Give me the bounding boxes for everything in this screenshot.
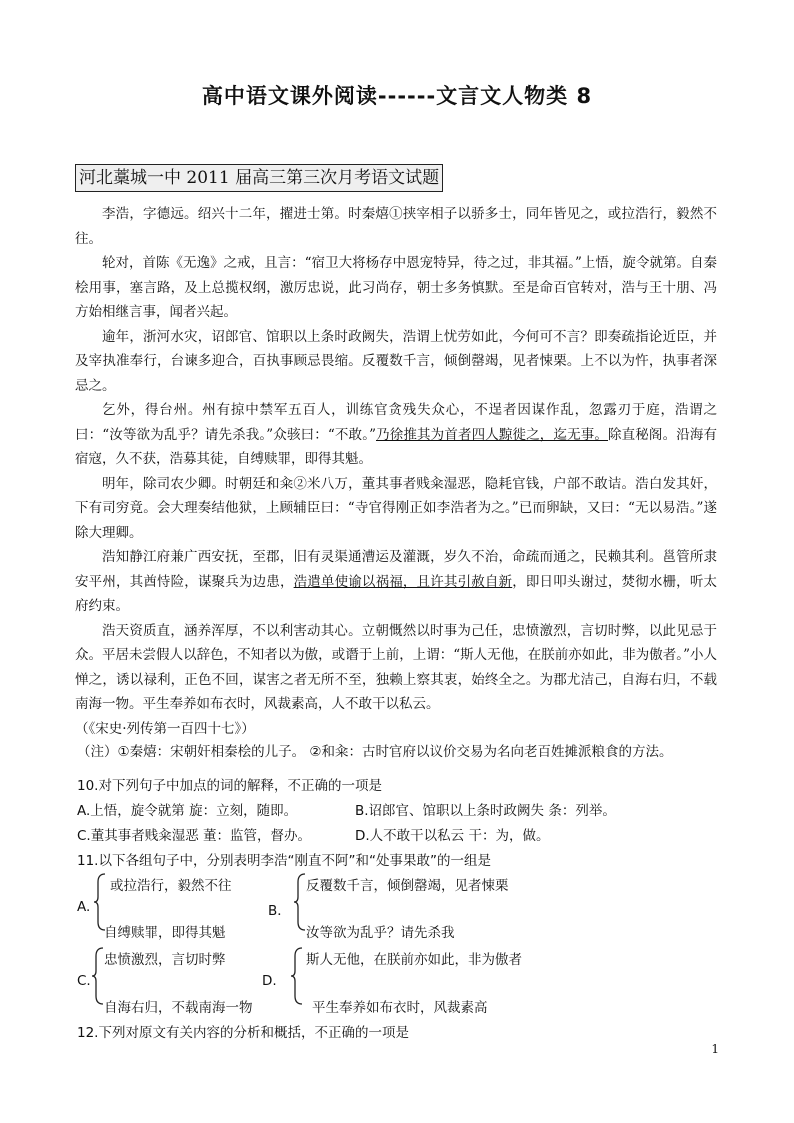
- paragraph-7: 浩天资质直，涵养浑厚，不以利害动其心。立朝慨然以时事为己任，忠愤激烈，言切时弊，以此见忌于众。平居未尝假人以辞色，不知者以为傲，或谮于上前，上谓：“斯人无他，在朕前亦如此，非为傲者。”小人惮之，诱以禄利，正色不回，谋害之者无所不至，独赖上察其衷，始终全之。为郡尤洁己，自海右归，不载南海一物。平生奉养如布衣时，风裁素高，人不敢干以私云。: [75, 622, 717, 712]
- question-10-stem: 10.对下列句子中加点的词的解释，不正确的一项是: [77, 778, 382, 794]
- brace-c: [91, 946, 105, 1006]
- paragraph-6-part-b: ，即日叩头谢过，焚彻水栅，听太府约束。: [75, 573, 718, 614]
- question-11-d-line-2: 平生奉养如布衣时，风裁素高: [312, 1000, 488, 1016]
- paragraph-3: 逾年，浙河水灾，诏郎官、馆职以上条时政阙失，浩谓上忧劳如此，今何可不言？即奏疏指论近臣，并及宰执准奉行，台谏多迎合，百执事顾忌畏缩。反覆数千言，倾倒罄竭，见者悚栗。上不以为忤，执事者深忌之。: [75, 328, 717, 394]
- question-11-c-line-1: 忠愤激烈，言切时弊: [104, 952, 226, 968]
- paragraph-5: 明年，除司农少卿。时朝廷和籴②米八万，董其事者贱籴湿恶，隐耗官钱，户部不敢诘。浩白发其奸，下有司穷竟。会大理奏结他狱，上顾辅臣曰：“寺官得刚正如李浩者为之。”已而卵缺，又曰：“无以易浩。”遂除大理卿。: [75, 475, 717, 541]
- paragraph-4: [75, 398, 717, 472]
- question-11-c-line-2: 自海右归，不载南海一物: [104, 1000, 253, 1016]
- question-10-option-c: C.董其事者贱籴湿恶 董：监管，督办。: [77, 828, 312, 844]
- citation: （《宋史·列传第一百四十七》）: [75, 720, 255, 737]
- question-11-b-line-2: 汝等欲为乱乎？请先杀我: [306, 925, 455, 941]
- source-label: 河北藁城一中 2011 届高三第三次月考语文试题: [75, 164, 443, 192]
- paragraph-6: [75, 545, 717, 619]
- question-11-label-b: B．: [268, 903, 291, 919]
- brace-b: [293, 872, 307, 932]
- paragraph-2: 轮对，首陈《无逸》之戒，且言：“宿卫大将杨存中恩宠特异，待之过，非其福。”上悟，旋令就第。自秦桧用事，塞言路，及上总揽权纲，激厉忠说，此习尚存，朝士多务慎默。至是命百官转对，浩与王十朋、冯方始相继言事，闻者兴起。: [75, 255, 717, 320]
- question-11-a-line-1: 或拉浩行，毅然不往: [110, 878, 232, 894]
- question-10-option-d: D.人不敢干以私云 干：为，做。: [355, 828, 550, 844]
- annotation-note: （注）①秦熺：宋朝奸相秦桧的儿子。 ②和籴：古时官府以议价交易为名向老百姓摊派粮食的方法。: [77, 744, 673, 760]
- question-11-a-line-2: 自缚赎罪，即得其魁: [104, 925, 226, 941]
- underlined-sentence-1: 乃徐推其为首者四人黥徙之，迄无事。: [375, 426, 609, 443]
- question-10-option-b: B.诏郎官、馆职以上条时政阙失 条：列举。: [355, 803, 616, 819]
- page-title: 高中语文课外阅读------文言文人物类 8: [201, 84, 593, 108]
- question-11-b-line-1: 反覆数千言，倾倒罄竭，见者悚栗: [306, 878, 509, 894]
- paragraph-4-part-a: 乞外，得台州。州有掠中禁军五百人，训练官贪残失众心，不逞者因谋作乱，忽露刃于庭，浩谓之曰：“汝等欲为乱乎？请先杀我。”众骇曰：“不敢。”: [75, 402, 717, 443]
- question-11-label-c: C.: [77, 973, 91, 989]
- question-11-d-line-1: 斯人无他，在朕前亦如此，非为傲者: [306, 952, 522, 968]
- underlined-sentence-2: 浩遣单使谕以祸福，且许其引赦自新: [293, 573, 513, 590]
- paragraph-6-part-a: 浩知静江府兼广西安抚，至郡，旧有灵渠通漕运及灌溉，岁久不治，命疏而通之，民赖其利。邕管所隶安平州，其酋恃险，谋聚兵为边患，: [75, 549, 717, 590]
- paragraph-4-part-b: 除直秘阁。沿海有宿寇，久不获，浩募其徒，自缚赎罪，即得其魁。: [75, 426, 717, 467]
- page-number: 1: [711, 1042, 719, 1056]
- question-11-stem: 11.以下各组句子中，分别表明李浩“刚直不阿”和“处事果敢”的一组是: [77, 853, 491, 869]
- question-10-option-a: A.上悟，旋令就第 旋：立刻，随即。: [77, 803, 298, 819]
- question-11-label-d: D.: [262, 973, 277, 989]
- brace-d: [290, 946, 304, 1006]
- passage: [75, 202, 717, 741]
- paragraph-1: 李浩，字德远。绍兴十二年，擢进士第。时秦熺①挟宰相子以骄多士，同年皆见之，或拉浩行，毅然不往。: [75, 206, 717, 247]
- question-11-label-a: A.: [77, 899, 91, 915]
- question-12-stem: 12.下列对原文有关内容的分析和概括，不正确的一项是: [77, 1025, 409, 1041]
